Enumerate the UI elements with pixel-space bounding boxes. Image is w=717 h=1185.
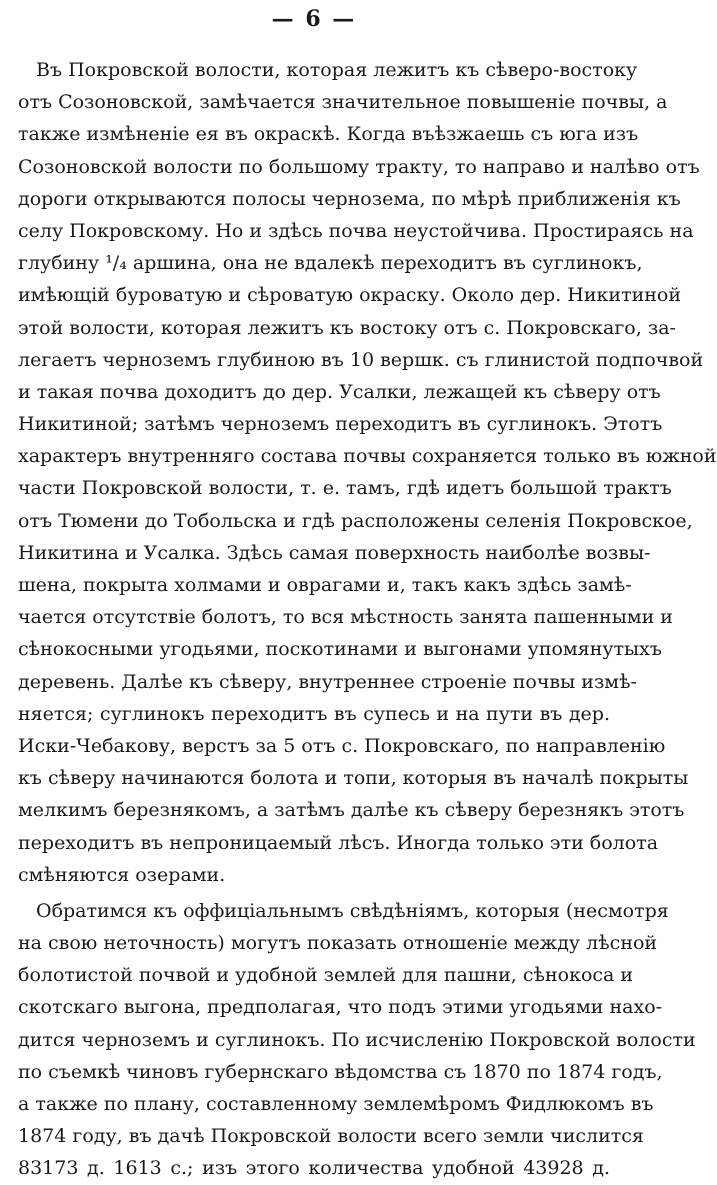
text-line: селу Покровскому. Но и здѣсь почва неустойчива. Простираясь на (18, 219, 694, 242)
text-line: 1874 году, въ дачѣ Покровской волости всего земли числится (18, 1125, 644, 1148)
text-line: деревень. Далѣе къ сѣверу, внутреннее строеніе почвы измѣ- (18, 670, 637, 693)
text-line: а также по плану, составленному землемѣромъ Фидлюкомъ въ (18, 1093, 654, 1115)
text-line: легаетъ черноземъ глубиною въ 10 вершк. съ глинистой подпочвой (18, 348, 704, 371)
text-line: сѣнокосными угодьями, поскотинами и выгонами упомянутыхъ (18, 638, 662, 661)
text-line: Никитиной; затѣмъ черноземъ переходитъ въ суглинокъ. Этотъ (18, 413, 663, 436)
text-line: Никитина и Усалка. Здѣсь самая поверхность наиболѣе возвы- (18, 541, 651, 564)
text-line: няется; суглинокъ переходитъ въ супесь и на пути въ дер. (18, 702, 610, 725)
text-line: также измѣненіе ея въ окраскѣ. Когда въѣзжаешь съ юга изъ (18, 123, 639, 146)
body-text (18, 54, 717, 1185)
text-line: отъ Тюмени до Тобольска и гдѣ расположены селенія Покровское, (18, 509, 693, 532)
text-line: характеръ внутренняго состава почвы сохраняется только въ южной (18, 445, 717, 468)
text-line: по съемкѣ чиновъ губернскаго вѣдомства съ 1870 по 1874 годъ, (18, 1060, 663, 1083)
text-line: и такая почва доходитъ до дер. Усалки, лежащей къ сѣверу отъ (18, 380, 661, 403)
text-line: имѣющій буроватую и сѣроватую окраску. Около дер. Никитиной (18, 284, 682, 307)
text-line: этой волости, которая лежитъ къ востоку отъ с. Покровскаго, за- (18, 316, 676, 339)
paragraph-1 (18, 54, 717, 891)
text-line: скотскаго выгона, предполагая, что подъ этими угодьями нахо- (18, 996, 663, 1019)
text-line: Въ Покровской волости, которая лежитъ къ сѣверо-востоку (36, 59, 638, 81)
text-line: Иски-Чебакову, верстъ за 5 отъ с. Покровскаго, по направленію (18, 734, 666, 757)
text-line: мелкимъ березнякомъ, а затѣмъ далѣе къ сѣверу березнякъ этотъ (18, 799, 685, 822)
paragraph-2 (18, 895, 696, 1185)
text-line: Созоновской волости по большому тракту, то направо и налѣво отъ (18, 155, 700, 178)
text-line: дится черноземъ и суглинокъ. По исчисленію Покровской волости (18, 1028, 696, 1051)
text-line: 83173 д. 1613 с.; изъ этого количества удобной 43928 д. (18, 1157, 610, 1180)
text-line: переходитъ въ непроницаемый лѣсъ. Иногда только эти болота (18, 831, 659, 854)
text-line: части Покровской волости, т. е. тамъ, гдѣ идетъ большой трактъ (18, 477, 672, 500)
text-line: глубину ¹/₄ аршина, она не вдалекѣ переходитъ въ суглинокъ, (18, 252, 643, 275)
text-line: смѣняются озерами. (18, 863, 226, 886)
text-line: болотистой почвой и удобной землей для пашни, сѣнокоса и (18, 964, 634, 987)
page-number: — 6 — (271, 6, 357, 32)
text-line: чается отсутствіе болотъ, то вся мѣстность занята пашенными и (18, 606, 673, 629)
text-line: на свою неточность) могутъ показать отношеніе между лѣсной (18, 932, 658, 955)
text-line: Обратимся къ оффиціальнымъ свѣдѣніямъ, которыя (несмотря (36, 899, 669, 922)
text-line: отъ Созоновской, замѣчается значительное повышеніе почвы, а (18, 91, 668, 114)
text-line: къ сѣверу начинаются болота и топи, которыя въ началѣ покрыты (18, 767, 689, 790)
text-line: дороги открываются полосы чернозема, по мѣрѣ приближенія къ (18, 187, 681, 210)
text-line: шена, покрыта холмами и оврагами и, такъ какъ здѣсь замѣ- (18, 574, 632, 596)
